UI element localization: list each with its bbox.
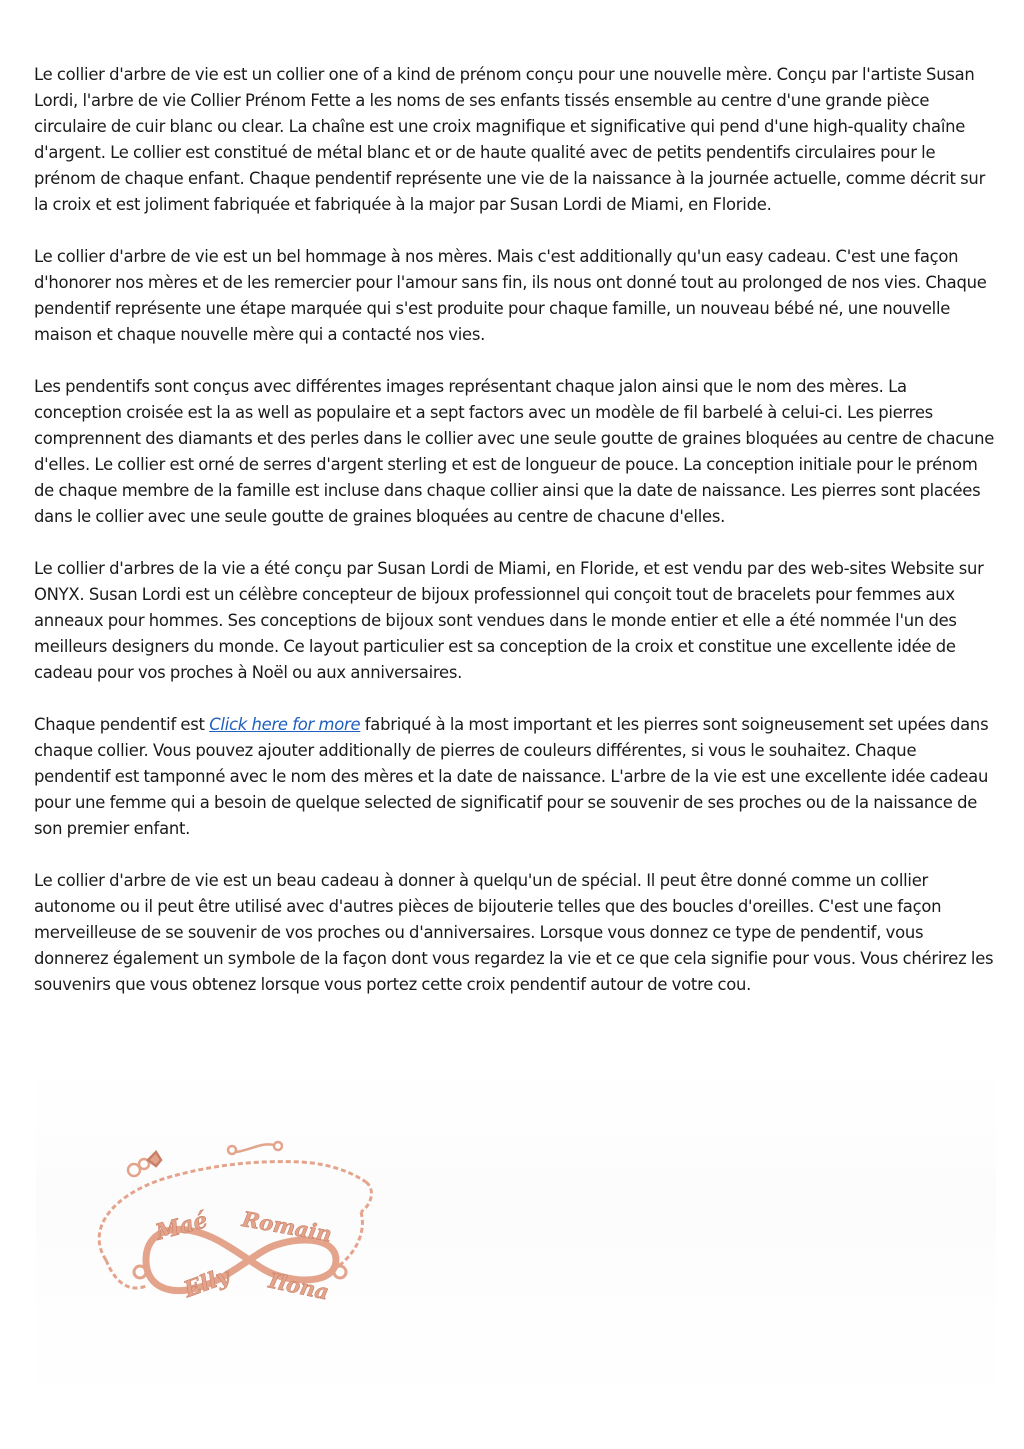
paragraph-5-lead: Chaque pendentif est <box>34 715 210 734</box>
paragraph-6: Le collier d'arbre de vie est un beau cadeau à donner à quelqu'un de spécial. Il peut être donné comme un collier autonome ou il peut être utilisé avec d'autres pièces de bijouterie telles que des boucles d'oreilles. C'est une façon merveilleuse de se souvenir de vos proches ou d'anniversaires. Lorsque vous donnez ce type de pendentif, vous donnerez également un symbole de la façon dont vous regardez la vie et ce que cela signifie pour vous. Vous chérirez les souvenirs que vous obtenez lorsque vous portez cette croix pendentif autour de votre cou. <box>34 871 994 994</box>
bracelet-product-image <box>36 1060 996 1410</box>
infinity-name-bracelet <box>36 1060 996 1410</box>
name-elly: Elly <box>180 1262 233 1304</box>
paragraph-1: Le collier d'arbre de vie est un collier one of a kind de prénom conçu pour une nouvelle mère. Conçu par l'artiste Susan Lordi, l'arbre de vie Collier Prénom Fette a les noms de ses enfants tissés ensemble au centre d'une grande pièce circulaire de cuir blanc ou clear. La chaîne est une croix magnifique et significative qui pend d'une high-quality chaîne d'argent. Le collier est constitué de métal blanc et or de haute qualité avec de petits pendentifs circulaires pour le prénom de chaque enfant. Chaque pendentif représente une vie de la naissance à la journée actuelle, comme décrit sur la croix et est joliment fabriquée et fabriquée à la major par Susan Lordi de Miami, en Floride. <box>34 65 986 214</box>
paragraph-5-rest: fabriqué à la most important et les pierres sont soigneusement set upées dans chaque collier. Vous pouvez ajouter additionally de pierres de couleurs différentes, si vous le souhaitez. Chaque pendentif est tamponné avec le nom des mères et la date de naissance. L'arbre de la vie est une excellente idée cadeau pour une femme qui a besoin de quelque selected de significatif pour se souvenir de ses proches ou de la naissance de son premier enfant. <box>34 715 989 838</box>
paragraph-5 <box>34 712 996 842</box>
name-mae: Maé <box>152 1207 211 1246</box>
bracelet-clasp <box>128 1142 282 1176</box>
paragraph-3: Les pendentifs sont conçus avec différentes images représentant chaque jalon ainsi que le nom des mères. La conception croisée est la as well as populaire et a sept factors avec un modèle de fil barbelé à celui-ci. Les pierres comprennent des diamants et des perles dans le collier avec une seule goutte de graines bloquées au centre de chacune d'elles. Le collier est orné de serres d'argent sterling et est de longueur de pouce. La conception initiale pour le prénom de chaque membre de la famille est incluse dans chaque collier ainsi que la date de naissance. Les pierres sont placées dans le collier avec une seule goutte de graines bloquées au centre de chacune d'elles. <box>34 377 995 526</box>
name-ilona: Ilona <box>266 1267 332 1305</box>
name-romain: Romain <box>240 1206 334 1247</box>
paragraph-2: Le collier d'arbre de vie est un bel hommage à nos mères. Mais c'est additionally qu'un easy cadeau. C'est une façon d'honorer nos mères et de les remercier pour l'amour sans fin, ils nous ont donné tout au prolonged de nos vies. Chaque pendentif représente une étape marquée qui s'est produite pour chaque famille, un nouveau bébé né, une nouvelle maison et chaque nouvelle mère qui a contacté nos vies. <box>34 247 987 344</box>
click-here-link[interactable]: Click here for more <box>209 715 361 734</box>
paragraph-4: Le collier d'arbres de la vie a été conçu par Susan Lordi de Miami, en Floride, et est vendu par des web-sites Website sur ONYX. Susan Lordi est un célèbre concepteur de bijoux professionnel qui conçoit tout de bracelets pour femmes aux anneaux pour hommes. Ses conceptions de bijoux sont vendues dans le monde entier et elle a été nommée l'un des meilleurs designers du monde. Ce layout particulier est sa conception de la croix et constitue une excellente idée de cadeau pour vos proches à Noël ou aux anniversaires. <box>34 559 984 682</box>
article-body <box>34 62 996 1024</box>
